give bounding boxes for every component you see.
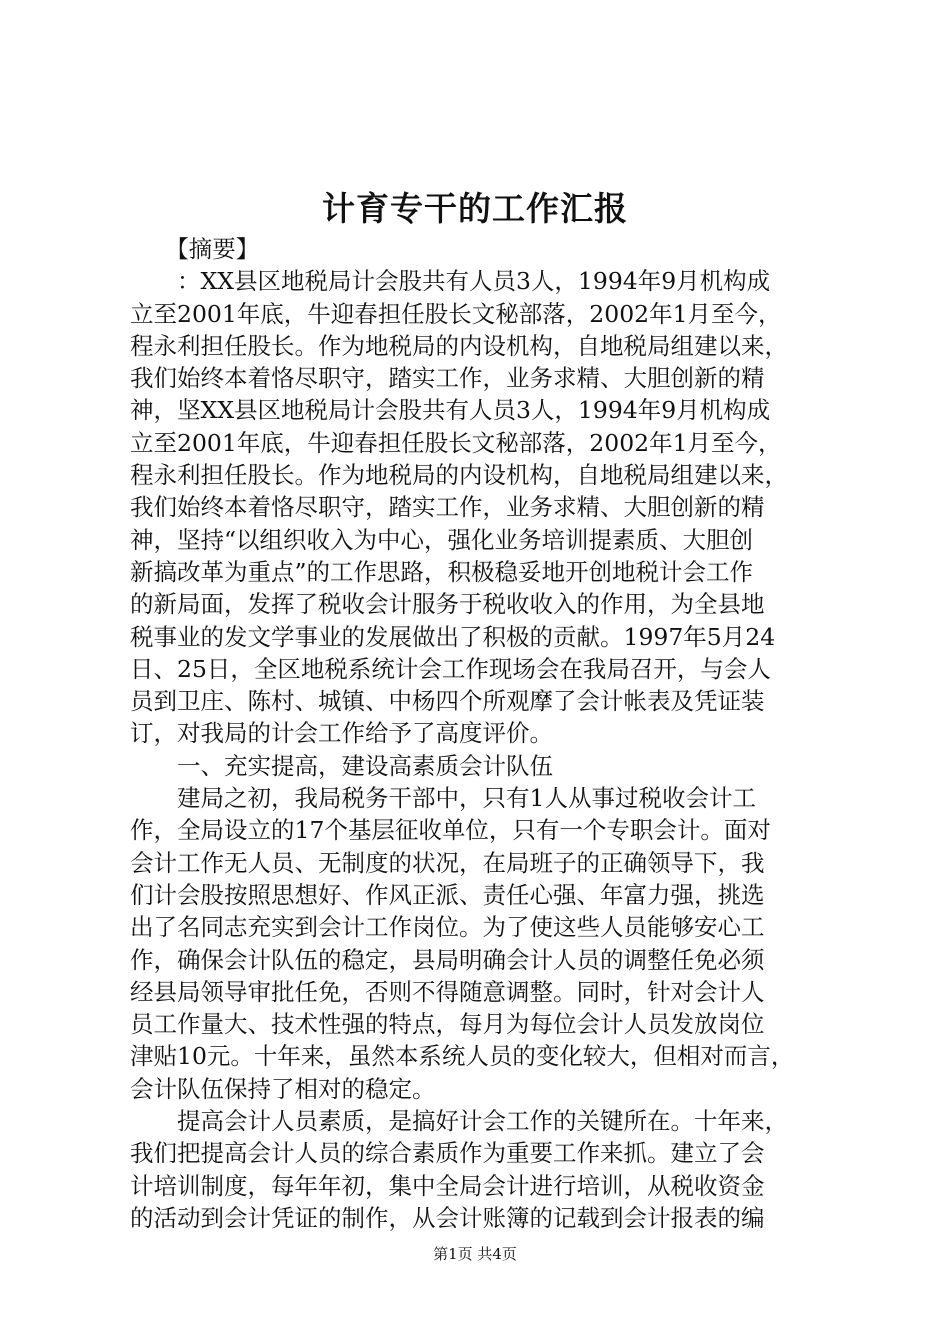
document-body xyxy=(130,233,830,1234)
text-line: 立至2001年底，牛迎春担任股长文秘部落，2002年1月至今， xyxy=(130,299,782,328)
text-line: 员到卫庄、陈村、城镇、中杨四个所观摩了会计帐表及凭证装 xyxy=(130,687,765,716)
text-line: 员工作量大、技术性强的特点，每月为每位会计人员发放岗位 xyxy=(130,1010,765,1039)
text-line: 我们始终本着恪尽职守，踏实工作，业务求精、大胆创新的精 xyxy=(130,493,765,522)
section-heading: 一、充实提高，建设高素质会计队伍 xyxy=(130,751,553,780)
text-line: ：XX县区地税局计会股共有人员3人，1994年9月机构成 xyxy=(130,267,771,296)
text-line: 作，全局设立的17个基层征收单位，只有一个专职会计。面对 xyxy=(130,816,771,845)
text-line: 经县局领导审批任免，否则不得随意调整。同时，针对会计人 xyxy=(130,977,765,1006)
text-line: 程永利担任股长。作为地税局的内设机构，自地税局组建以来， xyxy=(130,331,788,360)
text-line: 神，坚持“以组织收入为中心，强化业务培训提素质、大胆创 xyxy=(130,525,754,554)
text-line: 的活动到会计凭证的制作，从会计账簿的记载到会计报表的编 xyxy=(130,1203,765,1232)
text-line: 出了名同志充实到会计工作岗位。为了使这些人员能够安心工 xyxy=(130,913,765,942)
text-line: 会计工作无人员、无制度的状况，在局班子的正确领导下，我 xyxy=(130,848,765,877)
text-line: 会计队伍保持了相对的稳定。 xyxy=(130,1074,436,1103)
text-line: 津贴10元。十年来，虽然本系统人员的变化较大，但相对而言， xyxy=(130,1042,795,1071)
text-line: 们计会股按照思想好、作风正派、责任心强、年富力强，挑选 xyxy=(130,880,765,909)
text-line: 订，对我局的计会工作给予了高度评价。 xyxy=(130,719,553,748)
text-line: 税事业的发文学事业的发展做出了积极的贡献。1997年5月24 xyxy=(130,622,776,651)
text-line: 神，坚XX县区地税局计会股共有人员3人，1994年9月机构成 xyxy=(130,396,771,425)
document-title: 计育专干的工作汇报 xyxy=(322,189,628,228)
text-line: 程永利担任股长。作为地税局的内设机构，自地税局组建以来， xyxy=(130,461,788,490)
text-line: 我们始终本着恪尽职守，踏实工作，业务求精、大胆创新的精 xyxy=(130,364,765,393)
text-line: 新搞改革为重点”的工作思路，积极稳妥地开创地税计会工作 xyxy=(130,557,754,586)
text-line: 日、25日，全区地税系统计会工作现场会在我局召开，与会人 xyxy=(130,654,771,683)
text-line: 我们把提高会计人员的综合素质作为重要工作来抓。建立了会 xyxy=(130,1139,765,1168)
text-line: 建局之初，我局税务干部中，只有1人从事过税收会计工 xyxy=(130,784,756,813)
text-line: 【摘要】 xyxy=(130,235,260,263)
text-line: 计培训制度，每年年初，集中全局会计进行培训，从税收资金 xyxy=(130,1171,765,1200)
text-line: 作，确保会计队伍的稳定，县局明确会计人员的调整任免必须 xyxy=(130,945,765,974)
text-line: 的新局面，发挥了税收会计服务于税收收入的作用，为全县地 xyxy=(130,590,765,619)
text-line: 立至2001年底，牛迎春担任股长文秘部落，2002年1月至今， xyxy=(130,428,782,457)
text-line: 提高会计人员素质，是搞好计会工作的关键所在。十年来， xyxy=(130,1107,788,1136)
page-footer: 第1页 共4页 xyxy=(433,1245,517,1263)
